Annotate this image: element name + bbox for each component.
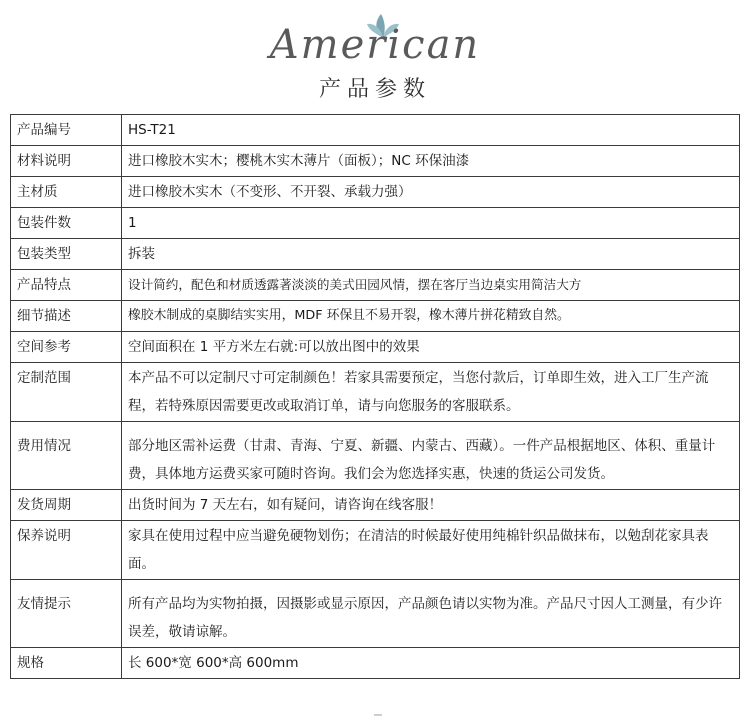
row-label: 空间参考 <box>11 332 122 363</box>
row-label: 发货周期 <box>11 490 122 521</box>
row-value: 本产品不可以定制尺寸可定制颜色！若家具需要预定，当您付款后，订单即生效，进入工厂生产流程，若特殊原因需要更改或取消订单，请与向您服务的客服联系。 <box>122 363 740 422</box>
row-label: 包装件数 <box>11 208 122 239</box>
table-row <box>11 580 740 648</box>
header <box>0 0 750 108</box>
table-row <box>11 146 740 177</box>
table-row <box>11 521 740 580</box>
row-value: 部分地区需补运费（甘肃、青海、宁夏、新疆、内蒙古、西藏）。一件产品根据地区、体积、重量计费，具体地方运费买家可随时咨询。我们会为您选择实惠，快速的货运公司发货。 <box>122 422 740 490</box>
table-row <box>11 115 740 146</box>
divider <box>374 714 382 716</box>
row-label: 细节描述 <box>11 301 122 332</box>
table-row <box>11 363 740 422</box>
table-row <box>11 177 740 208</box>
row-value: 空间面积在 1 平方米左右就:可以放出图中的效果 <box>122 332 740 363</box>
table-row <box>11 208 740 239</box>
row-value: 出货时间为 7 天左右，如有疑问，请咨询在线客服！ <box>122 490 740 521</box>
table-row <box>11 422 740 490</box>
row-label: 材料说明 <box>11 146 122 177</box>
table-row <box>11 239 740 270</box>
table-row <box>11 332 740 363</box>
parameters-table <box>10 114 740 679</box>
row-label: 产品特点 <box>11 270 122 301</box>
row-value: 进口橡胶木实木；樱桃木实木薄片（面板）；NC 环保油漆 <box>122 146 740 177</box>
table-row <box>11 490 740 521</box>
table-row <box>11 648 740 679</box>
row-value: 长 600*宽 600*高 600mm <box>122 648 740 679</box>
row-label: 费用情况 <box>11 422 122 490</box>
row-label: 主材质 <box>11 177 122 208</box>
row-value: 所有产品均为实物拍摄，因摄影或显示原因，产品颜色请以实物为准。产品尺寸因人工测量，有少许误差，敬请谅解。 <box>122 580 740 648</box>
row-label: 友情提示 <box>11 580 122 648</box>
page-title: 产品参数 <box>318 77 431 102</box>
row-value: 进口橡胶木实木（不变形、不开裂、承载力强） <box>122 177 740 208</box>
row-label: 保养说明 <box>11 521 122 580</box>
row-value: 拆装 <box>122 239 740 270</box>
table-row <box>11 270 740 301</box>
row-value: 家具在使用过程中应当避免硬物划伤；在清洁的时候最好使用纯棉针织品做抹布，以勉刮花家具表面。 <box>122 521 740 580</box>
table-row <box>11 301 740 332</box>
row-label: 定制范围 <box>11 363 122 422</box>
row-value: 橡胶木制成的桌脚结实实用，MDF 环保且不易开裂，橡木薄片拼花精致自然。 <box>122 301 740 332</box>
row-label: 规格 <box>11 648 122 679</box>
row-value: HS-T21 <box>122 115 740 146</box>
brand-name: American <box>269 22 481 68</box>
row-value: 设计简约，配色和材质透露著淡淡的美式田园风情，摆在客厅当边桌实用简洁大方 <box>122 270 740 301</box>
row-label: 包装类型 <box>11 239 122 270</box>
row-value: 1 <box>122 208 740 239</box>
row-label: 产品编号 <box>11 115 122 146</box>
